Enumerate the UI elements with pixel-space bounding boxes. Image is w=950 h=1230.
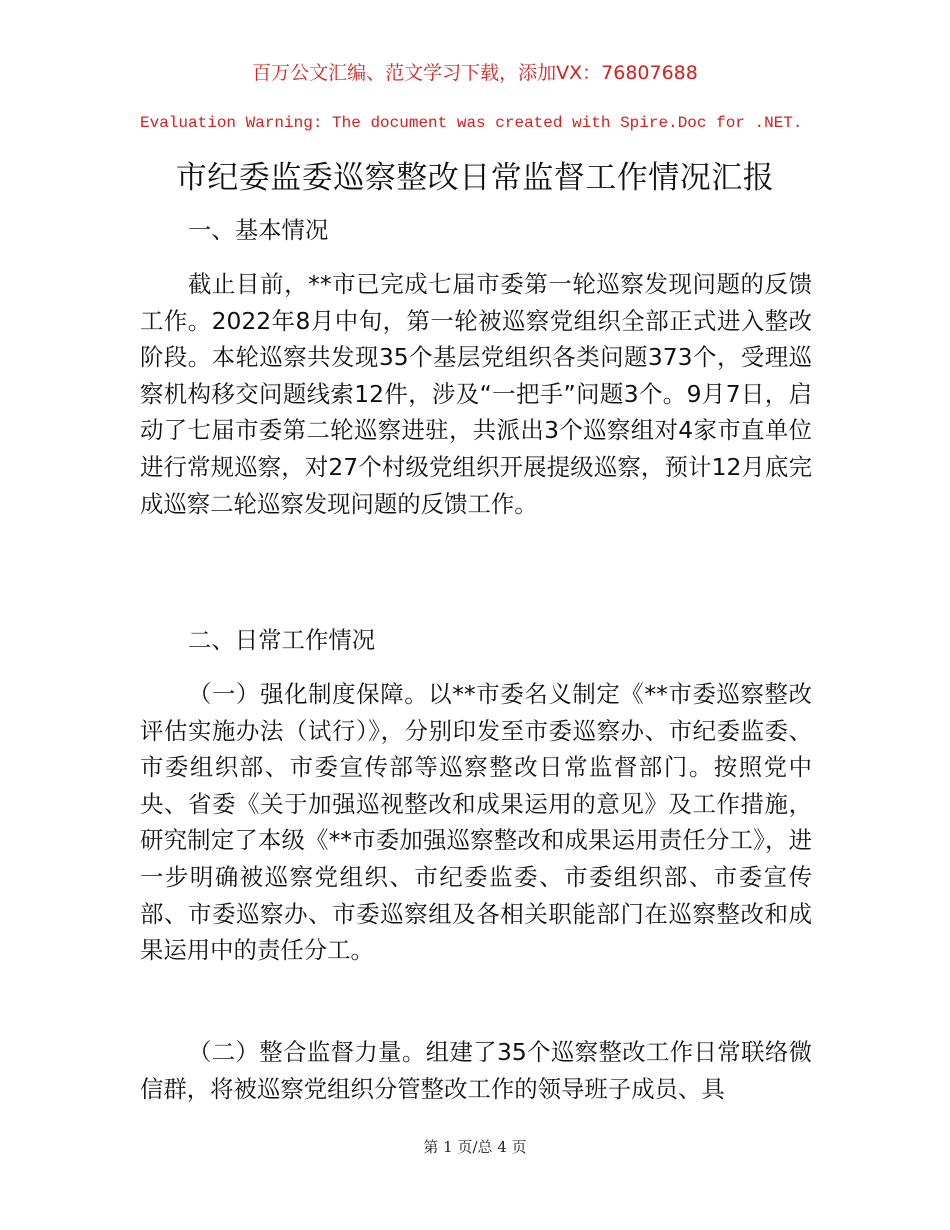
section-heading-basic: 一、基本情况 xyxy=(188,216,329,244)
section-heading-daily-work: 二、日常工作情况 xyxy=(188,626,376,654)
evaluation-warning: Evaluation Warning: The document was created with Spire.Doc for .NET. xyxy=(140,114,803,132)
paragraph-supervision-force: （二）整合监督力量。组建了35个巡察整改工作日常联络微信群，将被巡察党组织分管整改工作的领导班子成员、具 xyxy=(140,1038,812,1103)
promo-header: 百万公文汇编、范文学习下载，添加VX：76807688 xyxy=(252,62,698,84)
paragraph-system-guarantee: （一）强化制度保障。以**市委名义制定《**市委巡察整改评估实施办法（试行）》，分别印发至市委巡察办、市纪委监委、市委组织部、市委宣传部等巡察整改日常监督部门。按照党中央、省委《关于加强巡视整改和成果运用的意见》及工作措施，研究制定了本级《**市委加强巡察整改和成果运用责任分工》，进一步明确被巡察党组织、市纪委监委、市委组织部、市委宣传部、市委巡察办、市委巡察组及各相关职能部门在巡察整改和成果运用中的责任分工。 xyxy=(140,680,812,965)
page-footer: 第 1 页/总 4 页 xyxy=(423,1138,527,1156)
paragraph-basic-situation: 截止目前，**市已完成七届市委第一轮巡察发现问题的反馈工作。2022年8月中旬，第一轮被巡察党组织全部正式进入整改阶段。本轮巡察共发现35个基层党组织各类问题373个，受理巡察机构移交问题线索12件，涉及“一把手”问题3个。9月7日，启动了七届市委第二轮巡察进驻，共派出3个巡察组对4家市直单位进行常规巡察，对27个村级党组织开展提级巡察，预计12月底完成巡察二轮巡察发现问题的反馈工作。 xyxy=(140,270,812,518)
document-title: 市纪委监委巡察整改日常监督工作情况汇报 xyxy=(175,160,775,196)
